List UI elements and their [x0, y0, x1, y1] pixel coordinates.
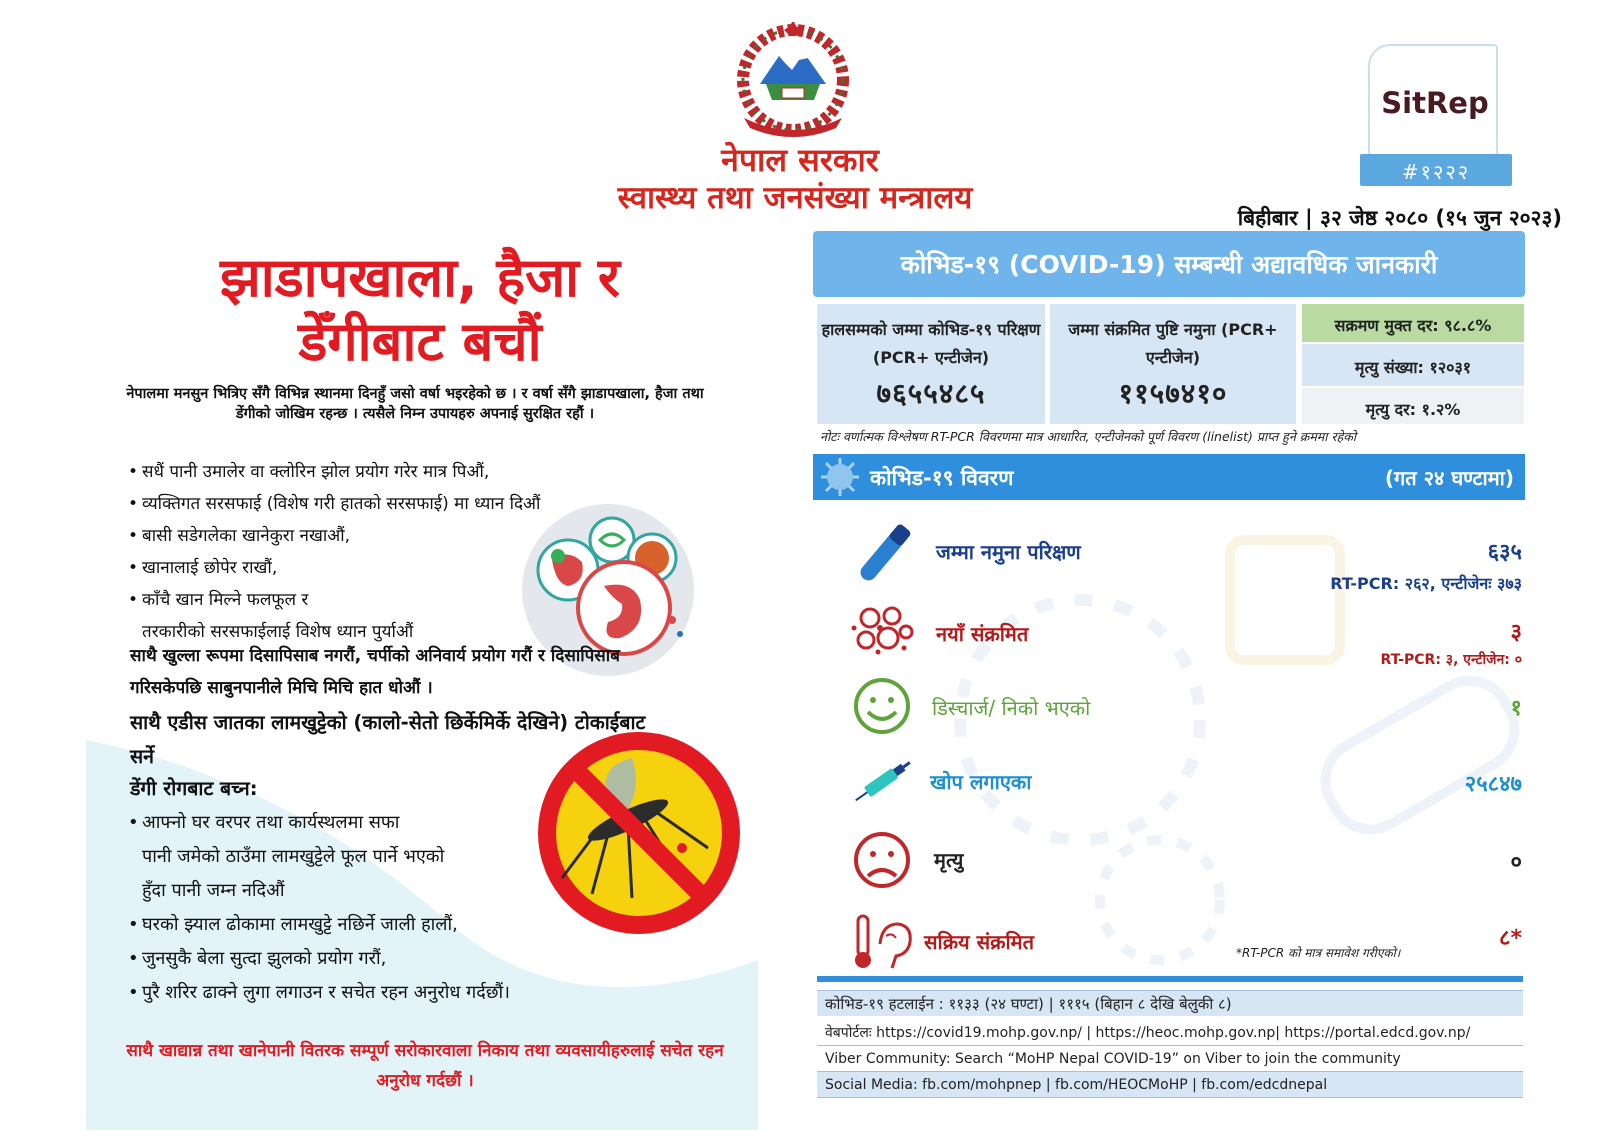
covid-detail-title: कोभिड-१९ विवरण — [870, 466, 1014, 490]
social-media-links[interactable]: Social Media: fb.com/mohpnep | fb.com/HEOCMoHP | fb.com/edcdnepal — [817, 1072, 1523, 1098]
web-portal-links[interactable]: वेबपोर्टलः https://covid19.mohp.gov.np/ | https://heoc.mohp.gov.np| https://portal.edcd.gov.np/ — [817, 1020, 1523, 1046]
government-name: नेपाल सरकार — [721, 141, 879, 179]
hygiene-tips-list — [128, 456, 548, 648]
active-cases-footnote: *RT-PCR को मात्र समावेश गरीएको। — [1236, 946, 1401, 960]
report-date: बिहीबार | ३२ जेष्ठ २०८० (१५ जुन २०२३) — [1237, 206, 1562, 230]
sitrep-number: #१२२२ — [1401, 160, 1471, 184]
list-item: • सधैं पानी उमालेर वा क्लोरिन झोल प्रयोग गरेर मात्र पिऔं, — [128, 456, 548, 488]
intro-paragraph: नेपालमा मनसुन भित्रिए सँगै विभिन्न स्थानमा दिनहुँ जसो वर्षा भइरहेको छ । र वर्षा सँगै झाडापखाला, हैजा तथा डेंगीको जोखिम रहन्छ । त्यसैले निम्न उपायहरु अपनाई सुरक्षित रहौं । — [126, 386, 704, 422]
discharged-value: १ — [1510, 696, 1522, 721]
campaign-heading-line-2: डेँगीबाट बचौं — [298, 310, 542, 373]
recovery-rate: सक्रमण मुक्त दर: ९८.८% — [1334, 316, 1492, 335]
list-item: • घरको झ्याल ढोकामा लामखुट्टे नछिर्ने जाली हालौं, — [128, 908, 728, 942]
list-item: • काँचै खान मिल्ने फलफूल र — [128, 584, 548, 616]
vaccinated-label: खोप लगाएका — [930, 770, 1032, 794]
sad-face-icon — [846, 830, 918, 890]
total-positive-label: जम्मा संक्रमित पुष्टि नमुना (PCR+ एन्टीजेन) — [1068, 320, 1278, 367]
death-count: मृत्यु संख्या: १२०३१ — [1354, 358, 1472, 377]
no-mosquito-sign-icon — [532, 728, 746, 938]
nepal-emblem-icon — [724, 22, 862, 140]
list-item-continuation: तरकारीको सरसफाईलाई विशेष ध्यान पुर्याऔं — [142, 622, 414, 642]
analysis-note: नोटः वर्णात्मक विश्लेषण RT-PCR विवरणमा मात्र आधारित, एन्टीजेनको पूर्ण विवरण (linelist) प्राप्त हुने क्रममा रहेको — [820, 429, 1357, 444]
dengue-heading: साथै एडीस जातका लामखुट्टेको (कालो-सेतो छिर्केमिर्के देखिने) टोकाईबाट सर्ने — [130, 711, 646, 768]
dengue-subheading: डेंगी रोगबाट बच्न: — [130, 777, 258, 800]
daily-tests-value: ६३५ — [1487, 540, 1522, 565]
active-cases-value: ८* — [1499, 926, 1522, 951]
hotline-info: कोभिड-१९ हटलाईन : ११३३ (२४ घण्टा) | १११५ (बिहान ८ देखि बेलुकी ८) — [817, 990, 1523, 1016]
list-item: • खानालाई छोपेर राखौं, — [128, 552, 548, 584]
list-item: • आफ्नो घर वरपर तथा कार्यस्थलमा सफा — [128, 806, 728, 840]
new-cases-value: ३ — [1510, 620, 1522, 645]
total-positive-value: ११५७४१० — [1118, 377, 1228, 410]
ministry-name: स्वास्थ्य तथा जनसंख्या मन्त्रालय — [617, 180, 973, 216]
total-tests-value: ७६५५४८५ — [876, 377, 986, 410]
new-cases-label: नयाँ संक्रमित — [936, 622, 1029, 646]
discharged-label: डिस्चार्ज/ निको भएको — [932, 696, 1091, 720]
test-tube-icon — [846, 524, 918, 584]
vaccinated-value: २५८४७ — [1464, 772, 1522, 797]
smiley-face-icon — [846, 676, 918, 736]
list-item: • पुरै शरिर ढाक्ने लुगा लगाउन र सचेत रहन अनुरोध गर्दछौं। — [128, 976, 728, 1010]
deaths-label: मृत्यु — [934, 848, 964, 872]
virus-icon — [816, 454, 864, 500]
total-tests-label: हालसम्मको जम्मा कोभिड-१९ परिक्षण (PCR+ एन्टीजेन) — [821, 320, 1041, 367]
thermometer-patient-icon — [846, 910, 918, 970]
covid-detail-period: (गत २४ घण्टामा) — [1384, 466, 1514, 490]
list-item-continuation: पानी जमेको ठाउँमा लामखुट्टेले फूल पार्ने भएको — [142, 846, 445, 867]
campaign-heading-line-1: झाडापखाला, हैजा र — [219, 246, 621, 309]
covid-update-title: कोभिड-१९ (COVID-19) सम्बन्धी अद्यावधिक जानकारी — [900, 250, 1438, 279]
viber-community-info: Viber Community: Search “MoHP Nepal COVID-19” on Viber to join the community — [817, 1046, 1523, 1072]
daily-tests-breakdown: RT-PCR: २६२, एन्टीजेनः ३७३ — [1330, 574, 1522, 593]
sitrep-label: SitRep — [1381, 86, 1489, 120]
syringe-icon — [846, 752, 918, 812]
list-item-continuation: हुँदा पानी जम्न नदिऔं — [142, 880, 285, 901]
list-item: • बासी सडेगलेका खानेकुरा नखाऔं, — [128, 520, 548, 552]
death-rate: मृत्यु दर: १.२% — [1365, 400, 1461, 419]
divider — [817, 976, 1523, 982]
new-cases-breakdown: RT-PCR: ३, एन्टीजेन: ० — [1380, 652, 1522, 668]
deaths-value: ० — [1510, 850, 1522, 875]
virus-cluster-icon — [846, 598, 918, 658]
toilet-hygiene-note: साथै खुल्ला रूपमा दिसापिसाब नगरौं, चर्पीको अनिवार्य प्रयोग गरौं र दिसापिसाब गरिसकेपछि साबुनपानीले मिचि मिचि हात धोऔं । — [130, 646, 620, 698]
list-item: • जुनसुकै बेला सुत्दा झुलको प्रयोग गरौं, — [128, 942, 728, 976]
daily-tests-label: जम्मा नमुना परिक्षण — [936, 540, 1081, 564]
stakeholder-alert-note: साथै खाद्यान्न तथा खानेपानी वितरक सम्पूर्ण सरोकारवाला निकाय तथा व्यवसायीहरुलाई सचेत रहन अनुरोध गर्दछौं । — [126, 1041, 724, 1091]
list-item: • व्यक्तिगत सरसफाई (विशेष गरी हातको सरसफाई) मा ध्यान दिऔं — [128, 488, 548, 520]
active-cases-label: सक्रिय संक्रमित — [924, 930, 1035, 954]
